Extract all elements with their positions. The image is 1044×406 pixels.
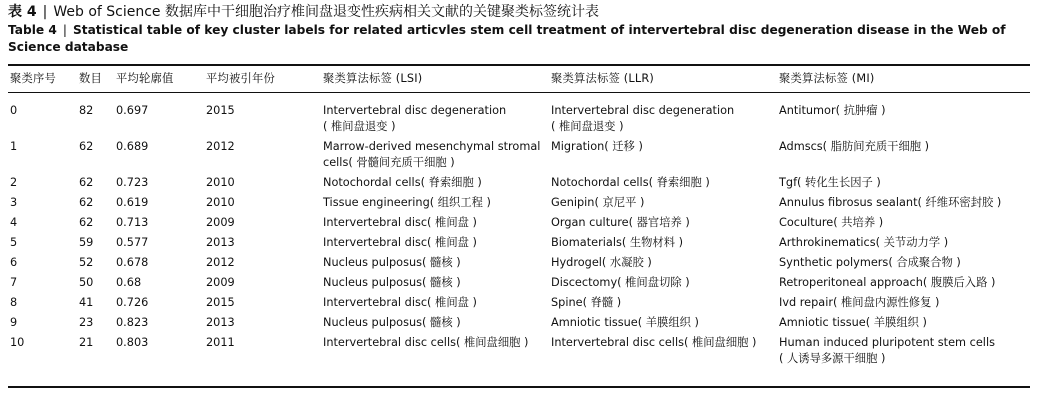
cell-mean-silhouette-text: 0.803 (116, 336, 149, 349)
cell-mean-year (204, 313, 321, 333)
cell-cluster-id (8, 333, 77, 369)
cell-mean-year (204, 173, 321, 193)
cell-label-mi-text: Amniotic tissue( 羊膜组织 ) (779, 316, 927, 329)
cell-label-mi (777, 273, 1030, 293)
header-label-llr: 聚类算法标签 (LLR) (551, 72, 655, 85)
cell-label-llr-text: Notochordal cells( 脊索细胞 ) (551, 176, 710, 189)
cell-count-text: 50 (79, 276, 94, 289)
cell-mean-silhouette (114, 293, 204, 313)
cell-mean-silhouette-text: 0.713 (116, 216, 149, 229)
cell-label-lsi-text: Nucleus pulposus( 髓核 ) (323, 276, 461, 289)
cell-mean-silhouette-text: 0.577 (116, 236, 149, 249)
cell-cluster-id-text: 7 (10, 276, 18, 289)
cell-label-llr-text: Hydrogel( 水凝胶 ) (551, 256, 652, 269)
cell-count-text: 62 (79, 216, 94, 229)
cell-label-llr (549, 213, 777, 233)
cell-label-llr (549, 173, 777, 193)
cell-mean-silhouette (114, 273, 204, 293)
cell-label-llr-text: Biomaterials( 生物材料 ) (551, 236, 684, 249)
cell-mean-year (204, 253, 321, 273)
cell-label-llr-text: Organ culture( 器官培养 ) (551, 216, 690, 229)
cell-cluster-id (8, 253, 77, 273)
table-row (8, 293, 1030, 313)
cell-label-lsi-text: Nucleus pulposus( 髓核 ) (323, 316, 461, 329)
cell-label-llr (549, 193, 777, 213)
cell-count (77, 313, 114, 333)
cell-mean-year (204, 273, 321, 293)
cell-label-llr-text: Amniotic tissue( 羊膜组织 ) (551, 316, 699, 329)
cell-cluster-id-text: 8 (10, 296, 18, 309)
cell-count-text: 23 (79, 316, 94, 329)
cell-mean-silhouette (114, 137, 204, 173)
cell-cluster-id (8, 137, 77, 173)
cell-mean-silhouette (114, 92, 204, 137)
cell-label-lsi-text: Nucleus pulposus( 髓核 ) (323, 256, 461, 269)
cell-mean-silhouette (114, 233, 204, 253)
cell-label-llr-text: Intervertebral disc cells( 椎间盘细胞 ) (551, 336, 757, 349)
cell-label-mi-text: Arthrokinematics( 关节动力学 ) (779, 236, 949, 249)
table-header-row (8, 66, 1030, 92)
table-row (8, 253, 1030, 273)
cell-label-mi (777, 333, 1030, 369)
cell-mean-year (204, 233, 321, 253)
cell-label-mi (777, 193, 1030, 213)
cell-mean-silhouette (114, 313, 204, 333)
table-row (8, 193, 1030, 213)
cell-mean-year-text: 2015 (206, 296, 235, 309)
table-bottom-rule (8, 386, 1030, 388)
header-mean-silhouette: 平均轮廓值 (116, 72, 174, 85)
cell-count (77, 273, 114, 293)
table-row (8, 173, 1030, 193)
cell-label-mi (777, 137, 1030, 173)
cell-label-lsi (321, 313, 549, 333)
cell-mean-silhouette-text: 0.723 (116, 176, 149, 189)
cell-label-llr-text: Intervertebral disc degeneration (551, 104, 735, 117)
cell-label-mi-continuation: ( 人诱导多源干细胞 ) (779, 352, 886, 365)
table-row (8, 273, 1030, 293)
cell-mean-year (204, 213, 321, 233)
cell-cluster-id-text: 1 (10, 140, 18, 153)
cell-cluster-id-text: 9 (10, 316, 18, 329)
cell-mean-silhouette-text: 0.689 (116, 140, 149, 153)
cell-count-text: 21 (79, 336, 94, 349)
cell-count (77, 293, 114, 313)
cell-label-lsi-text: Intervertebral disc( 椎间盘 ) (323, 216, 477, 229)
cell-mean-year-text: 2009 (206, 276, 235, 289)
cell-label-lsi (321, 92, 549, 137)
cell-mean-year-text: 2015 (206, 104, 235, 117)
table-label-en: Table 4 (8, 23, 57, 37)
cell-label-llr-text: Discectomy( 椎间盘切除 ) (551, 276, 690, 289)
cell-mean-silhouette (114, 193, 204, 213)
cell-cluster-id (8, 273, 77, 293)
header-label-mi: 聚类算法标签 (MI) (779, 72, 875, 85)
cell-count-text: 82 (79, 104, 94, 117)
cell-cluster-id (8, 193, 77, 213)
table-body (8, 92, 1030, 369)
cell-mean-year (204, 92, 321, 137)
cell-mean-silhouette (114, 213, 204, 233)
cell-mean-silhouette-text: 0.619 (116, 196, 149, 209)
cell-label-llr (549, 273, 777, 293)
cell-label-lsi-text: Intervertebral disc cells( 椎间盘细胞 ) (323, 336, 529, 349)
cell-label-llr (549, 313, 777, 333)
cell-label-mi (777, 92, 1030, 137)
cell-count-text: 62 (79, 140, 94, 153)
cell-count-text: 41 (79, 296, 94, 309)
cell-mean-year-text: 2013 (206, 316, 235, 329)
cell-label-mi-text: Coculture( 共培养 ) (779, 216, 884, 229)
cell-cluster-id (8, 92, 77, 137)
cell-cluster-id-text: 0 (10, 104, 18, 117)
table-label-cn: 表 4 (8, 4, 37, 20)
cell-label-mi-text: Synthetic polymers( 合成聚合物 ) (779, 256, 961, 269)
table-title-en: Statistical table of key cluster labels for related articvles stem cell treatment of intervertebral disc degeneration disease in the Web of Science database (8, 23, 1006, 54)
table-row (8, 213, 1030, 233)
cell-label-lsi (321, 253, 549, 273)
cell-mean-silhouette (114, 333, 204, 369)
cell-count (77, 92, 114, 137)
cell-count-text: 52 (79, 256, 94, 269)
cell-cluster-id-text: 10 (10, 336, 25, 349)
cell-cluster-id (8, 313, 77, 333)
cell-count (77, 233, 114, 253)
cell-label-lsi (321, 273, 549, 293)
cluster-table (8, 66, 1030, 369)
cell-mean-year-text: 2013 (206, 236, 235, 249)
cell-label-llr (549, 253, 777, 273)
table-title-cn: Web of Science 数据库中干细胞治疗椎间盘退变性疾病相关文献的关键聚类标签统计表 (53, 4, 599, 20)
cell-mean-year (204, 293, 321, 313)
cell-label-lsi-text: Intervertebral disc( 椎间盘 ) (323, 236, 477, 249)
cell-label-lsi (321, 137, 549, 173)
cell-label-lsi (321, 173, 549, 193)
cell-label-lsi (321, 193, 549, 213)
cell-label-llr (549, 137, 777, 173)
cell-label-llr-text: Genipin( 京尼平 ) (551, 196, 645, 209)
cell-mean-year (204, 333, 321, 369)
table-row (8, 313, 1030, 333)
table-caption-cn (8, 4, 599, 20)
cell-label-mi-text: Annulus fibrosus sealant( 纤维环密封胶 ) (779, 196, 1002, 209)
table-row (8, 333, 1030, 369)
cell-label-lsi-text: Marrow-derived mesenchymal stromal (323, 140, 541, 153)
cell-mean-silhouette-text: 0.678 (116, 256, 149, 269)
header-cluster-id: 聚类序号 (10, 72, 56, 85)
table-caption-en (8, 22, 1030, 56)
cell-label-lsi-text: Notochordal cells( 脊索细胞 ) (323, 176, 482, 189)
cell-label-mi-text: Admscs( 脂肪间充质干细胞 ) (779, 140, 930, 153)
cell-label-mi (777, 233, 1030, 253)
cell-label-llr (549, 293, 777, 313)
cell-label-llr-text: Migration( 迁移 ) (551, 140, 643, 153)
caption-separator-cn: | (42, 4, 48, 20)
cell-label-mi-text: Antitumor( 抗肿瘤 ) (779, 104, 886, 117)
cell-count (77, 333, 114, 369)
cell-label-mi (777, 253, 1030, 273)
cell-label-mi-text: Human induced pluripotent stem cells (779, 336, 995, 349)
cell-cluster-id-text: 4 (10, 216, 18, 229)
cell-count-text: 62 (79, 196, 94, 209)
cell-cluster-id-text: 3 (10, 196, 18, 209)
cell-label-lsi (321, 333, 549, 369)
cell-cluster-id (8, 173, 77, 193)
cell-mean-year-text: 2012 (206, 140, 235, 153)
cell-label-llr-continuation: ( 椎间盘退变 ) (551, 120, 624, 133)
cell-label-mi (777, 173, 1030, 193)
cell-mean-year-text: 2010 (206, 196, 235, 209)
cell-mean-silhouette-text: 0.697 (116, 104, 149, 117)
table-row (8, 233, 1030, 253)
cell-mean-year (204, 137, 321, 173)
cell-count (77, 253, 114, 273)
cell-label-lsi-text: Tissue engineering( 组织工程 ) (323, 196, 491, 209)
cell-cluster-id (8, 233, 77, 253)
cell-mean-silhouette-text: 0.68 (116, 276, 142, 289)
cell-label-llr (549, 333, 777, 369)
cell-mean-silhouette-text: 0.823 (116, 316, 149, 329)
cell-mean-silhouette (114, 173, 204, 193)
cell-label-lsi-text: Intervertebral disc degeneration (323, 104, 507, 117)
cell-label-lsi (321, 233, 549, 253)
cell-mean-year (204, 193, 321, 213)
header-mean-year: 平均被引年份 (206, 72, 275, 85)
header-count: 数目 (79, 72, 102, 85)
cell-count (77, 173, 114, 193)
cell-mean-year-text: 2012 (206, 256, 235, 269)
cell-label-mi-text: Tgf( 转化生长因子 ) (779, 176, 881, 189)
cell-label-lsi-text: Intervertebral disc( 椎间盘 ) (323, 296, 477, 309)
cell-cluster-id (8, 293, 77, 313)
cell-label-mi (777, 313, 1030, 333)
cell-cluster-id-text: 6 (10, 256, 18, 269)
cell-mean-year-text: 2011 (206, 336, 235, 349)
cell-mean-silhouette (114, 253, 204, 273)
cell-count (77, 137, 114, 173)
cell-label-lsi (321, 213, 549, 233)
cell-label-llr (549, 233, 777, 253)
cell-count (77, 213, 114, 233)
cell-label-mi-text: Ivd repair( 椎间盘内源性修复 ) (779, 296, 940, 309)
cell-cluster-id (8, 213, 77, 233)
cell-mean-year-text: 2009 (206, 216, 235, 229)
cell-cluster-id-text: 2 (10, 176, 18, 189)
cell-label-lsi (321, 293, 549, 313)
cell-cluster-id-text: 5 (10, 236, 18, 249)
cell-label-llr (549, 92, 777, 137)
table-row (8, 92, 1030, 137)
caption-separator-en: | (62, 23, 67, 37)
table-row (8, 137, 1030, 173)
cell-mean-silhouette-text: 0.726 (116, 296, 149, 309)
cell-mean-year-text: 2010 (206, 176, 235, 189)
cell-count-text: 62 (79, 176, 94, 189)
cell-label-llr-text: Spine( 脊髓 ) (551, 296, 622, 309)
header-label-lsi: 聚类算法标签 (LSI) (323, 72, 423, 85)
cell-label-mi (777, 293, 1030, 313)
document-page (8, 0, 1030, 406)
cell-label-lsi-continuation: ( 椎间盘退变 ) (323, 120, 396, 133)
cell-count-text: 59 (79, 236, 94, 249)
cell-label-lsi-continuation: cells( 骨髓间充质干细胞 ) (323, 156, 455, 169)
cell-label-mi (777, 213, 1030, 233)
cell-label-mi-text: Retroperitoneal approach( 腹膜后入路 ) (779, 276, 996, 289)
cell-count (77, 193, 114, 213)
